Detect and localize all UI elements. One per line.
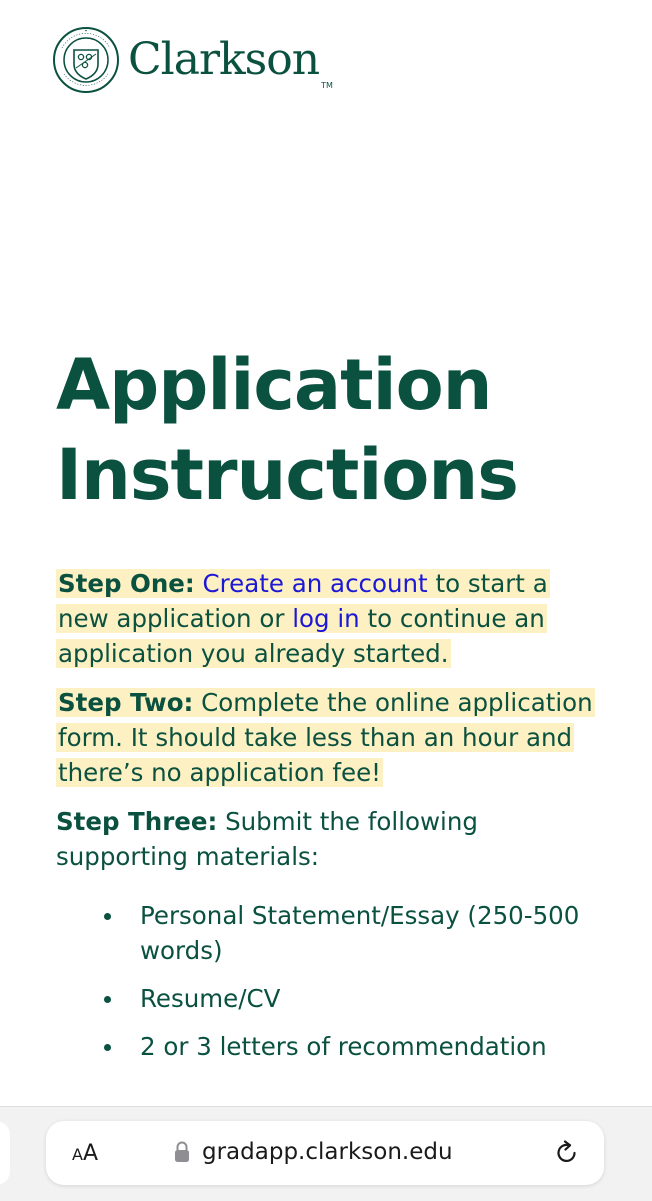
lock-icon <box>174 1141 190 1163</box>
url-display[interactable] <box>174 1139 453 1165</box>
page-title <box>56 340 518 520</box>
trademark-symbol: TM <box>321 81 333 90</box>
step-one-highlight <box>56 569 550 668</box>
step-two-text: Complete the online application form. It should take less than an hour and there’s no application fee! <box>58 688 593 787</box>
materials-list <box>56 898 604 1064</box>
title-line-2: Instructions <box>56 434 518 516</box>
create-account-link[interactable]: Create an account <box>202 569 428 598</box>
step-one-text-2: to continue an application you already started. <box>58 604 545 668</box>
reload-icon[interactable] <box>552 1137 582 1167</box>
browser-toolbar <box>0 1106 652 1201</box>
list-item: Resume/CV <box>140 981 604 1016</box>
address-bar[interactable] <box>46 1121 604 1185</box>
step-three-text: Submit the following supporting materials: <box>56 807 478 871</box>
log-in-link[interactable]: log in <box>292 604 360 633</box>
step-one <box>56 566 604 671</box>
instructions <box>56 566 604 1077</box>
list-item: 2 or 3 letters of recommendation <box>140 1029 604 1064</box>
list-item: Personal Statement/Essay (250-500 words) <box>140 898 604 968</box>
text-size-small-a: A <box>72 1145 83 1164</box>
url-text: gradapp.clarkson.edu <box>202 1139 453 1165</box>
step-one-label: Step One: <box>58 569 195 598</box>
text-size-button[interactable]: AA <box>72 1141 99 1166</box>
step-two <box>56 685 604 790</box>
step-two-label: Step Two: <box>58 688 194 717</box>
step-one-text-1: to start a new application or <box>58 569 548 633</box>
clarkson-logo[interactable] <box>52 26 333 94</box>
clarkson-wordmark: Clarkson <box>128 34 320 85</box>
title-line-1: Application <box>56 344 492 426</box>
previous-tab-edge[interactable] <box>0 1121 10 1185</box>
step-three <box>56 804 604 874</box>
step-three-label: Step Three: <box>56 807 218 836</box>
step-two-highlight <box>56 688 595 787</box>
university-seal-icon <box>52 26 120 94</box>
